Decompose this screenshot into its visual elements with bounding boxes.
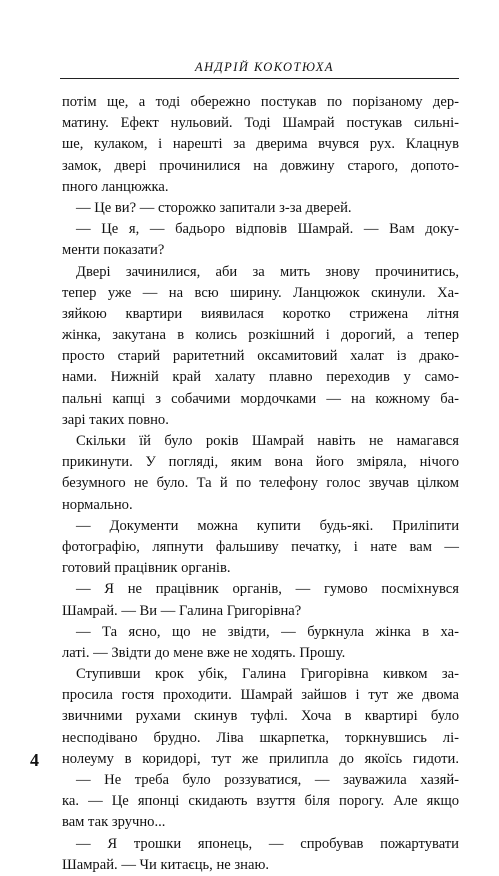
text-line: пного ланцюжка. — [62, 178, 169, 195]
text-line: зяйкою квартири виявилася коротко стрижена літня — [62, 305, 459, 322]
text-line: прикинути. У погляді, яким вона його зміряла, нічого — [62, 454, 459, 471]
page-number: 4 — [30, 750, 39, 770]
running-header: АНДРІЙ КОКОТЮХА — [194, 60, 335, 74]
text-line: звичними рухами скинув туфлі. Хоча в квартирі було — [62, 708, 459, 725]
text-line: Скільки їй було років Шамрай навіть не намагався — [76, 433, 459, 449]
text-line: зарі таких повно. — [62, 411, 169, 428]
text-line: — Я не працівник органів, — гумово посміхнувся — [76, 581, 459, 598]
text-line: латі. — Звідти до мене вже не ходять. Прошу. — [62, 644, 346, 661]
text-line: потім ще, а тоді обережно постукав по порізаному дер- — [62, 94, 459, 110]
text-line: нолеуму в коридорі, тут же прилипла до якоїсь гидоти. — [62, 750, 459, 767]
text-line: несподівано брудно. Ліва шкарпетка, торкнувшись лі- — [62, 729, 459, 746]
text-line: нормально. — [62, 496, 133, 513]
text-line: готовий працівник органів. — [62, 560, 231, 577]
text-line: просто старий раритетний оксамитовий халат із драко- — [62, 348, 459, 365]
text-line: Двері зачинилися, аби за мить знову прочинитись, — [76, 263, 459, 280]
text-line: пальні капці з собачими мордочками — на кожному ба- — [62, 390, 459, 407]
text-line: — Не треба було роззуватися, — зауважила хазяй- — [76, 772, 459, 788]
text-line: менти показати? — [62, 242, 165, 259]
text-line: — Та ясно, що не звідти, — буркнула жінка в ха- — [76, 623, 459, 640]
text-line: жінка, закутана в колись розкішний і дорогий, а тепер — [62, 327, 459, 344]
text-line: ше, кулаком, і нарешті за дверима вчувся рух. Клацнув — [62, 136, 459, 153]
text-line: матину. Ефект нульовий. Тоді Шамрай постукав сильні- — [62, 115, 459, 132]
text-line: Шамрай. — Ви — Галина Григорівна? — [62, 602, 302, 619]
header-rule — [60, 78, 459, 79]
text-line: — Це ви? — сторожко запитали з-за дверей. — [76, 199, 352, 216]
body-text — [62, 92, 459, 876]
text-line: Шамрай. — Чи китаєць, не знаю. — [62, 856, 269, 873]
text-line: — Я трошки японець, — спробував пожартувати — [76, 835, 459, 852]
text-line: — Документи можна купити будь-які. Приліпити — [76, 517, 459, 534]
text-line: нами. Нижній край халату плавно переходив у само- — [62, 369, 459, 386]
text-line: замок, двері прочинилися на довжину старого, допото- — [62, 157, 459, 174]
text-line: вам так зручно... — [62, 814, 166, 831]
text-line: просила гостя проходити. Шамрай зайшов і тут же двома — [62, 687, 459, 704]
text-line: тепер уже — на всю ширину. Ланцюжок скинули. Ха- — [62, 284, 459, 301]
text-line: ка. — Це японці скидають взуття біля порогу. Але якщо — [62, 793, 459, 810]
text-line: — Це я, — бадьоро відповів Шамрай. — Вам доку- — [76, 221, 459, 238]
text-line: безумного не було. Та й по телефону голос звучав цілком — [62, 475, 459, 492]
text-line: фотографію, ляпнути фальшиву печатку, і нате вам — — [62, 538, 459, 555]
text-line: Ступивши крок убік, Галина Григорівна кивком за- — [76, 666, 459, 683]
